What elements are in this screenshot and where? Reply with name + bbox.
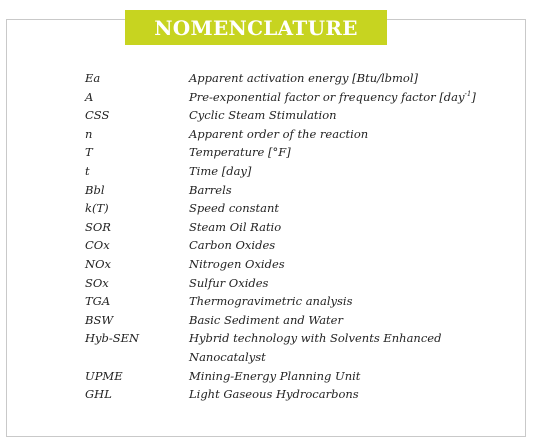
nomenclature-row <box>85 181 505 200</box>
nomenclature-row <box>85 143 505 162</box>
nomenclature-abbr: BSW <box>85 312 114 327</box>
nomenclature-row <box>85 218 505 237</box>
nomenclature-abbr: SOR <box>85 219 111 234</box>
nomenclature-definition: Time [day] <box>189 163 252 178</box>
nomenclature-definition: Nanocatalyst <box>189 349 266 364</box>
nomenclature-definition <box>189 88 505 107</box>
nomenclature-row <box>85 69 505 88</box>
nomenclature-row <box>85 348 505 367</box>
nomenclature-row <box>85 385 505 404</box>
nomenclature-abbr: Ea <box>85 71 101 85</box>
nomenclature-definition: Thermogravimetric analysis <box>189 294 353 309</box>
nomenclature-definition: Sulfur Oxides <box>189 275 269 290</box>
nomenclature-definition: Basic Sediment and Water <box>189 312 343 327</box>
nomenclature-abbr: k(T) <box>85 201 109 216</box>
definition-text-end: ] <box>471 89 476 104</box>
nomenclature-row <box>85 199 505 218</box>
nomenclature-row <box>85 311 505 330</box>
nomenclature-definition: Speed constant <box>189 201 280 216</box>
nomenclature-row <box>85 88 505 107</box>
nomenclature-row <box>85 292 505 311</box>
nomenclature-abbr: COx <box>85 238 110 253</box>
nomenclature-abbr: n <box>85 126 93 141</box>
nomenclature-abbr: A <box>85 89 94 104</box>
nomenclature-list <box>85 69 505 404</box>
superscript: -1 <box>464 89 472 98</box>
nomenclature-abbr: TGA <box>85 294 111 309</box>
nomenclature-definition: Apparent order of the reaction <box>189 126 369 141</box>
nomenclature-abbr: UPME <box>85 368 123 383</box>
nomenclature-abbr: CSS <box>85 108 110 123</box>
nomenclature-abbr: SOx <box>85 275 109 290</box>
nomenclature-definition: Temperature [°F] <box>189 145 291 160</box>
definition-text: Pre-exponential factor or frequency factor [day <box>189 89 465 104</box>
nomenclature-row <box>85 255 505 274</box>
nomenclature-row <box>85 162 505 181</box>
nomenclature-row <box>85 236 505 255</box>
nomenclature-definition: Mining-Energy Planning Unit <box>189 368 361 383</box>
nomenclature-abbr: NOx <box>85 256 111 271</box>
nomenclature-row <box>85 367 505 386</box>
nomenclature-abbr: t <box>85 163 90 178</box>
nomenclature-definition: Hybrid technology with Solvents Enhanced <box>189 331 442 346</box>
nomenclature-title: NOMENCLATURE <box>125 10 387 45</box>
nomenclature-definition: Cyclic Steam Stimulation <box>189 108 337 123</box>
nomenclature-row <box>85 106 505 125</box>
nomenclature-row <box>85 274 505 293</box>
nomenclature-abbr: Hyb-SEN <box>85 331 140 346</box>
nomenclature-row <box>85 329 505 348</box>
nomenclature-abbr: T <box>85 145 93 160</box>
nomenclature-abbr: GHL <box>85 387 112 402</box>
nomenclature-definition: Light Gaseous Hydrocarbons <box>189 387 359 402</box>
nomenclature-definition: Apparent activation energy [Btu/lbmol] <box>189 71 419 85</box>
nomenclature-row <box>85 125 505 144</box>
nomenclature-definition: Carbon Oxides <box>189 238 276 253</box>
nomenclature-definition: Nitrogen Oxides <box>189 256 285 271</box>
nomenclature-abbr <box>85 348 189 367</box>
nomenclature-abbr: Bbl <box>85 182 105 197</box>
nomenclature-definition: Barrels <box>189 182 232 197</box>
nomenclature-definition: Steam Oil Ratio <box>189 219 282 234</box>
